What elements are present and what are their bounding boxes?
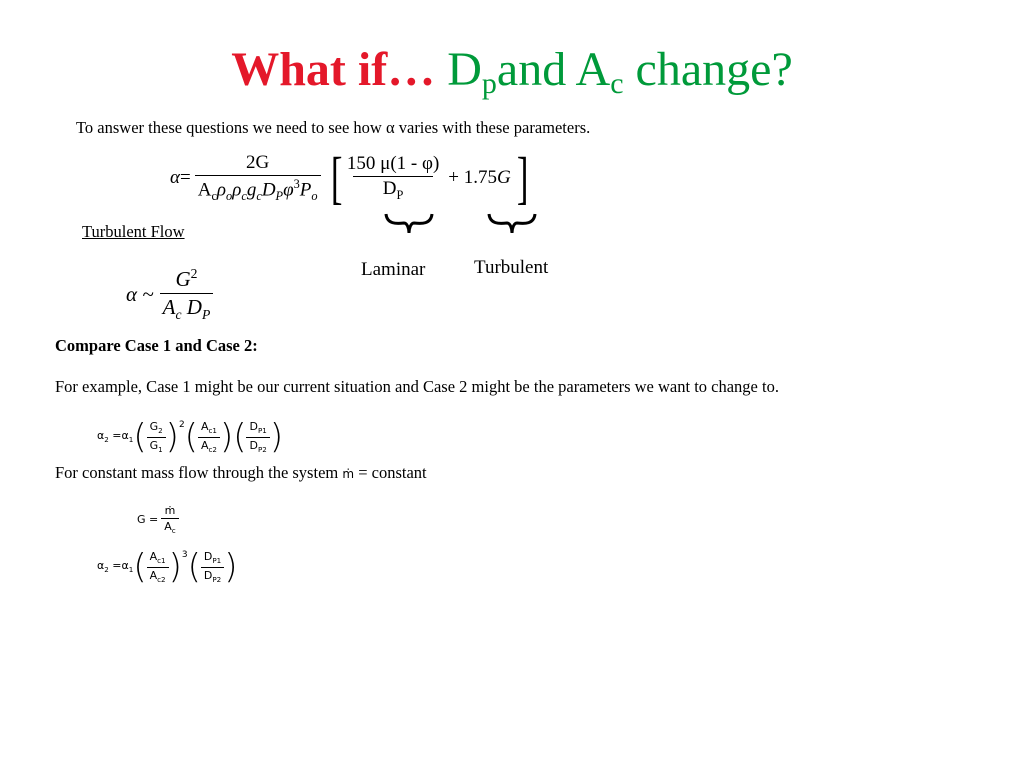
prop-g-sup: 2 [190,266,198,281]
plus-term: + 1.75 [448,167,497,188]
bracket-den-d: D [382,178,397,200]
dp2: D [249,438,258,452]
constant-flow-constant: = constant [358,463,427,482]
final-dp1-sub: P1 [212,556,222,566]
case2-alpha2-sub: 2 [104,435,109,445]
title-d: D [447,43,482,96]
final-ac1: A [149,550,158,564]
constant-flow-mdot: ṁ [342,467,355,481]
paren-close-3: ) [269,417,284,457]
den-po: P [299,179,312,201]
main-eq-equals: = [179,167,191,188]
case2-exp: 2 [178,420,185,430]
final-a-fraction [147,550,169,583]
prop-a: A [162,295,176,319]
paren-close-1: ) [165,417,179,457]
den-3: 3 [293,176,300,191]
case2-d-num [246,420,269,436]
constant-flow-text: For constant mass flow through the system [55,463,339,482]
ac2: A [200,438,209,452]
dp2-sub: P2 [257,444,267,454]
constant-flow-line [55,463,427,483]
left-bracket: [ [330,145,343,210]
g-eq-fraction [161,504,178,535]
case2-eq-alpha1: =α [108,429,129,443]
title-change [447,43,793,100]
slide-title [0,40,1024,100]
final-d-num [201,550,224,566]
example-text: For example, Case 1 might be our current situation and Case 2 might be the parameters we want to change to. [55,377,779,396]
g-eq-mdot: ṁ [164,504,176,517]
ac1-sub: c1 [208,426,217,436]
title-and-a: and A [496,43,611,96]
main-eq-numerator: 2G [246,151,270,173]
final-paren-close-2: ) [224,547,238,587]
prop-p: P [201,307,211,323]
prop-fraction [160,266,214,323]
main-eq-alpha: α [170,167,180,188]
case2-equation [97,417,284,457]
bracket-numerator: 150 μ(1 - φ) [346,153,440,175]
den-rho2: ρ [232,179,242,201]
g-equation [137,504,179,535]
final-ac2: A [149,568,158,582]
den-o: o [226,189,233,204]
final-dp2-sub: P2 [212,574,222,584]
case2-a-den [198,437,220,454]
final-paren-open-2: ( [187,547,201,587]
final-a-den [147,567,169,584]
bracket-denominator [353,176,434,203]
g1: G [149,438,159,452]
final-d-fraction [201,550,224,583]
case2-a-num [198,420,220,436]
den-c: c [211,189,217,204]
case2-d-fraction [246,420,269,453]
main-eq-denominator [195,175,321,204]
final-a-num [147,550,169,566]
title-what-if: What if… [231,43,436,96]
proportionality-equation [126,266,213,323]
final-alpha1-sub: 1 [128,565,134,575]
case2-g-num [147,420,166,436]
prop-numerator [172,266,200,293]
final-lhs [97,559,133,574]
intro-text: To answer these questions we need to see how α varies with these parameters. [76,118,591,137]
laminar-brace [384,210,434,241]
final-ac2-sub: c2 [157,574,166,584]
paren-open-2: ( [184,417,198,457]
g-eq-a: A [164,520,172,533]
laminar-label: Laminar [361,259,426,280]
case2-alpha2: α [97,429,105,443]
prop-g: G [175,267,191,291]
den-c2: c [241,189,247,204]
paren-open-3: ( [233,417,247,457]
den-g: g [246,179,257,201]
den-p: P [275,189,284,204]
bracket-den-p: P [396,187,404,202]
paren-close-2: ) [219,417,234,457]
final-ac1-sub: c1 [157,556,166,566]
final-exp: 3 [181,550,188,560]
main-eq-fraction [195,152,321,204]
right-bracket: ] [516,145,529,210]
ac2-sub: c2 [208,444,217,454]
final-eq-alpha1: =α [108,559,129,573]
final-d-den [201,567,224,584]
case2-d-den [246,437,269,454]
case2-lhs [97,429,133,444]
dp1: D [249,420,258,434]
prop-denominator [160,293,214,323]
final-paren-close-1: ) [168,547,182,587]
title-sub-c: c [610,67,624,100]
prop-c: c [175,307,182,323]
g1-sub: 1 [158,444,163,454]
title-sub-p: p [481,67,497,100]
main-equation [170,146,532,210]
paren-open-1: ( [133,417,147,457]
final-dp2: D [203,568,213,582]
plus-term-g: G [497,167,511,188]
ac1: A [200,420,209,434]
title-end: change? [623,43,793,96]
case2-g-den [147,437,166,454]
case2-g-fraction [147,420,166,453]
prop-d: D [181,295,202,319]
turbulent-flow-heading: Turbulent Flow [82,222,185,241]
den-phi: φ [283,179,294,201]
final-paren-open-1: ( [133,547,147,587]
final-alpha2: α [97,559,105,573]
case2-alpha1-sub: 1 [128,435,134,445]
g-eq-lhs: G = [137,513,159,527]
bracket-fraction [344,153,442,203]
case2-a-fraction [198,420,220,453]
g2: G [149,420,159,434]
final-equation [97,547,238,587]
compare-heading: Compare Case 1 and Case 2: [55,336,258,355]
g-eq-c: c [171,526,176,536]
dp1-sub: P1 [257,426,267,436]
den-a: A [197,179,212,201]
den-c3: c [256,189,262,204]
den-o2: o [311,189,318,204]
den-d: D [261,179,276,201]
prop-alpha: α ~ [126,282,154,307]
den-rho: ρ [216,179,227,201]
turbulent-label: Turbulent [474,257,549,278]
turbulent-brace [487,210,537,241]
g-eq-den [161,518,178,535]
final-dp1: D [203,550,213,564]
final-alpha2-sub: 2 [104,565,109,575]
g2-sub: 2 [158,426,163,436]
